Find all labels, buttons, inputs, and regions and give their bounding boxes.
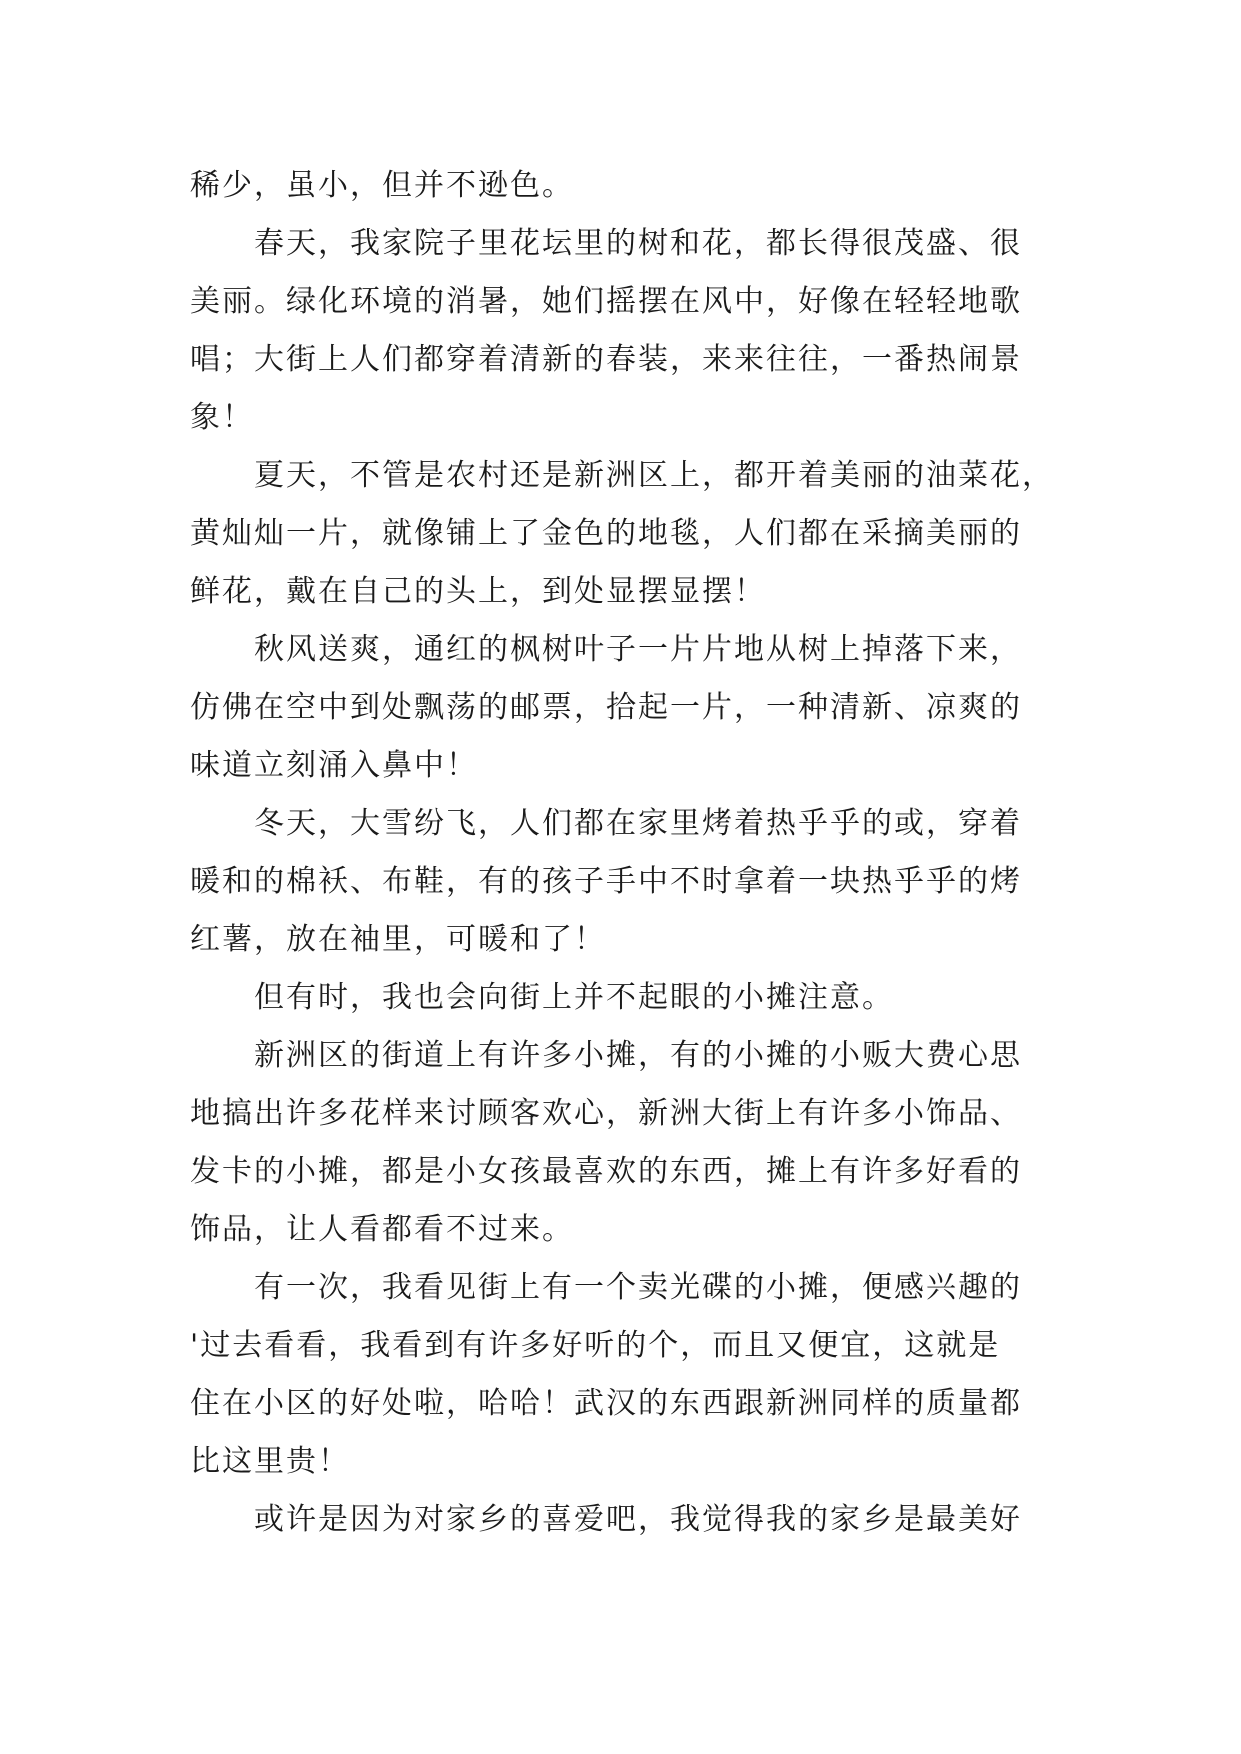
document-body bbox=[190, 157, 1070, 1549]
paragraph bbox=[190, 1027, 1070, 1259]
paragraph bbox=[190, 157, 1070, 215]
text-line: 地搞出许多花样来讨顾客欢心，新洲大街上有许多小饰品、 bbox=[190, 1096, 1022, 1131]
paragraph bbox=[190, 215, 1070, 447]
text-line: 或许是因为对家乡的喜爱吧，我觉得我的家乡是最美好 bbox=[254, 1502, 1022, 1537]
text-line: 比这里贵！ bbox=[190, 1444, 350, 1479]
text-line: '过去看看，我看到有许多好听的个，而且又便宜，这就是 bbox=[190, 1328, 1001, 1363]
text-line: 冬天，大雪纷飞，人们都在家里烤着热乎乎的或，穿着 bbox=[254, 806, 1022, 841]
text-line: 秋风送爽，通红的枫树叶子一片片地从树上掉落下来， bbox=[254, 632, 1022, 667]
text-line: 新洲区的街道上有许多小摊，有的小摊的小贩大费心思 bbox=[254, 1038, 1022, 1073]
text-line: 饰品，让人看都看不过来。 bbox=[190, 1212, 574, 1247]
text-line: 暖和的棉袄、布鞋，有的孩子手中不时拿着一块热乎乎的烤 bbox=[190, 864, 1022, 899]
text-line: 红薯，放在袖里，可暖和了！ bbox=[190, 922, 606, 957]
paragraph bbox=[190, 795, 1070, 969]
text-line: 夏天，不管是农村还是新洲区上，都开着美丽的油菜花， bbox=[254, 458, 1054, 493]
text-line: 有一次，我看见街上有一个卖光碟的小摊，便感兴趣的 bbox=[254, 1270, 1022, 1305]
paragraph bbox=[190, 969, 1070, 1027]
text-line: 黄灿灿一片，就像铺上了金色的地毯，人们都在采摘美丽的 bbox=[190, 516, 1022, 551]
text-line: 稀少，虽小，但并不逊色。 bbox=[190, 168, 574, 203]
text-line: 但有时，我也会向街上并不起眼的小摊注意。 bbox=[254, 980, 894, 1015]
text-line: 象！ bbox=[190, 400, 254, 435]
text-line: 鲜花，戴在自己的头上，到处显摆显摆！ bbox=[190, 574, 766, 609]
paragraph bbox=[190, 621, 1070, 795]
text-line: 味道立刻涌入鼻中！ bbox=[190, 748, 478, 783]
text-line: 仿佛在空中到处飘荡的邮票，拾起一片，一种清新、凉爽的 bbox=[190, 690, 1022, 725]
text-line: 春天，我家院子里花坛里的树和花，都长得很茂盛、很 bbox=[254, 226, 1022, 261]
paragraph bbox=[190, 1491, 1070, 1549]
text-line: 发卡的小摊，都是小女孩最喜欢的东西，摊上有许多好看的 bbox=[190, 1154, 1022, 1189]
text-line: 美丽。绿化环境的消暑，她们摇摆在风中，好像在轻轻地歌 bbox=[190, 284, 1022, 319]
text-line: 住在小区的好处啦，哈哈！武汉的东西跟新洲同样的质量都 bbox=[190, 1386, 1022, 1421]
text-line: 唱；大街上人们都穿着清新的春装，来来往往，一番热闹景 bbox=[190, 342, 1022, 377]
paragraph bbox=[190, 1259, 1070, 1491]
paragraph bbox=[190, 447, 1070, 621]
